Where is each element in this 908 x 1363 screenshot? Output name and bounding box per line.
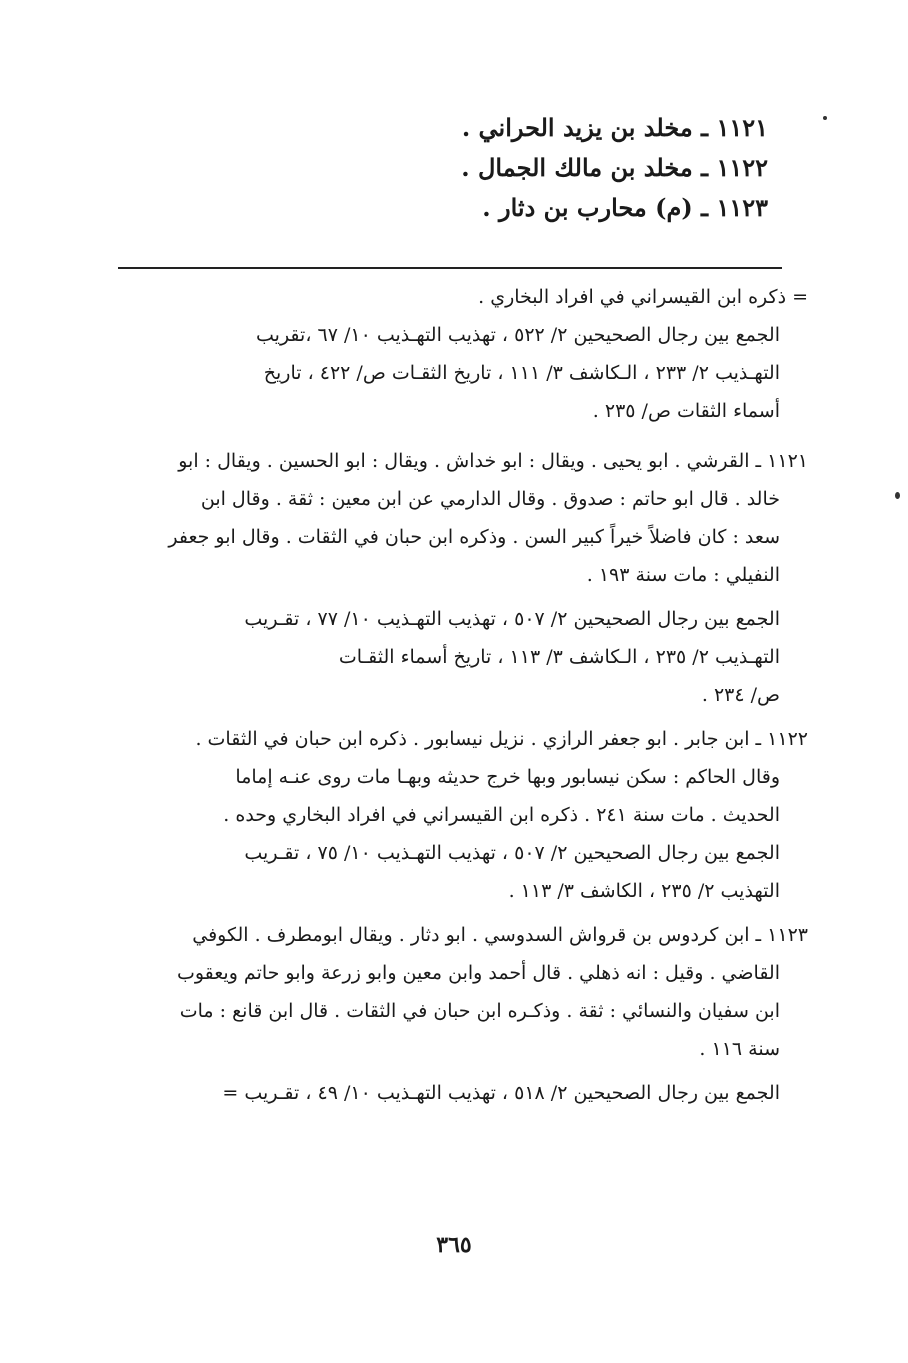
reference-line: التهـذيب ٢/ ٢٣٣ ، الـكاشف ٣/ ١١١ ، تاريخ الثقـات ص/ ٤٢٢ ، تاريخ <box>263 362 780 384</box>
biography-line: النفيلي : مات سنة ١٩٣ . <box>586 564 780 586</box>
biography-line: ١١٢٢ ـ ابن جابر . ابو جعفر الرازي . نزيل نيسابور . ذكره ابن حبان في الثقات . <box>195 728 808 750</box>
biography-line: وقال الحاكم : سكن نيسابور وبها خرج حديثه وبهـا مات روى عنـه إماما <box>235 766 780 788</box>
reference-line: الجمع بين رجال الصحيحين ٢/ ٥٢٢ ، تهذيب التهـذيب ١٠/ ٦٧ ،تقريب <box>256 324 780 346</box>
reference-line: الجمع بين رجال الصحيحين ٢/ ٥٠٧ ، تهذيب التهـذيب ١٠/ ٧٧ ، تقـريب <box>244 608 780 630</box>
reference-line: الجمع بين رجال الصحيحين ٢/ ٥٠٧ ، تهذيب التهـذيب ١٠/ ٧٥ ، تقـريب <box>244 842 780 864</box>
biography-line: خالد . قال ابو حاتم : صدوق . وقال الدارمي عن ابن معين : ثقة . وقال ابن <box>200 488 780 510</box>
footnote-1121 <box>118 442 808 714</box>
heading-1121: ١١٢١ ـ مخلد بن يزيد الحراني . <box>461 113 768 142</box>
scan-speck <box>823 116 827 120</box>
biography-line: ١١٢٣ ـ ابن كردوس بن قرواش السدوسي . ابو دثار . ويقال ابومطرف . الكوفي <box>192 924 808 946</box>
scan-speck <box>895 492 900 499</box>
page-number: ٣٦٥ <box>436 1232 472 1258</box>
biography-line: ١١٢١ ـ القرشي . ابو يحيى . ويقال : ابو خداش . ويقال : ابو الحسين . ويقال : ابو <box>178 450 808 472</box>
biography-line: القاضي . وقيل : انه ذهلي . قال أحمد وابن معين وابو زرعة وابو حاتم ويعقوب <box>176 962 780 984</box>
reference-line: التهـذيب ٢/ ٢٣٥ ، الـكاشف ٣/ ١١٣ ، تاريخ أسماء الثقـات <box>338 646 780 668</box>
biography-line: الحديث . مات سنة ٢٤١ . ذكره ابن القيسراني في افراد البخاري وحده . <box>223 804 780 826</box>
reference-line: التهذيب ٢/ ٢٣٥ ، الكاشف ٣/ ١١٣ . <box>508 880 780 902</box>
footnote-1122 <box>118 720 808 910</box>
entry-headings <box>168 108 768 228</box>
footnote-continued <box>118 278 808 430</box>
footnote-line: = ذكره ابن القيسراني في افراد البخاري . <box>478 286 808 308</box>
footnote-1123 <box>118 916 808 1112</box>
heading-1123: ١١٢٣ ـ (م) محارب بن دثار . <box>482 193 768 222</box>
reference-line: أسماء الثقات ص/ ٢٣٥ . <box>592 400 780 422</box>
biography-line: سنة ١١٦ . <box>699 1038 780 1060</box>
footnote-divider <box>118 267 782 269</box>
reference-line: الجمع بين رجال الصحيحين ٢/ ٥١٨ ، تهذيب التهـذيب ١٠/ ٤٩ ، تقـريب = <box>222 1082 780 1104</box>
biography-line: سعد : كان فاضلاً خيراً كبير السن . وذكره ابن حبان في الثقات . وقال ابو جعفر <box>168 526 780 548</box>
footnotes <box>118 278 808 1112</box>
heading-1122: ١١٢٢ ـ مخلد بن مالك الجمال . <box>461 153 768 182</box>
reference-line: ص/ ٢٣٤ . <box>701 684 780 706</box>
biography-line: ابن سفيان والنسائي : ثقة . وذكـره ابن حبان في الثقات . قال ابن قانع : مات <box>179 1000 780 1022</box>
